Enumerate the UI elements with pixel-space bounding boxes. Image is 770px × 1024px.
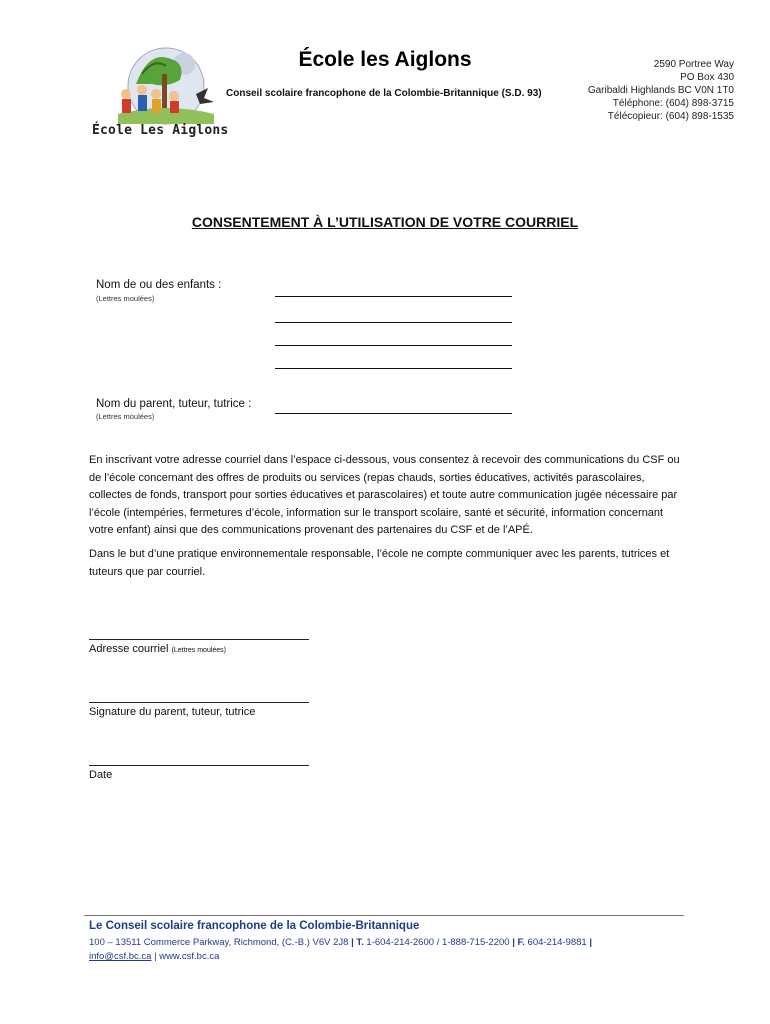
footer-web-line xyxy=(89,951,219,962)
footer-separator: | xyxy=(154,951,157,962)
email-label xyxy=(89,643,226,655)
footer-address: 100 – 13511 Commerce Parkway, Richmond, (C.-B.) V6V 2J8 xyxy=(89,937,349,948)
school-name: École les Aiglons xyxy=(298,48,472,71)
footer-separator: | xyxy=(512,937,515,948)
school-address xyxy=(588,58,734,123)
footer-org-name: Le Conseil scolaire francophone de la Colombie-Britannique xyxy=(89,920,420,932)
signature-line[interactable] xyxy=(89,702,309,703)
children-name-line-1[interactable] xyxy=(275,296,512,297)
footer-phones: 1-604-214-2600 / 1-888-715-2200 xyxy=(366,937,510,948)
document-title: CONSENTEMENT À L’UTILISATION DE VOTRE COURRIEL xyxy=(191,214,579,230)
children-name-line-2[interactable] xyxy=(275,322,512,323)
email-label-text: Adresse courriel xyxy=(89,643,169,655)
date-line[interactable] xyxy=(89,765,309,766)
address-phone: Téléphone: (604) 898-3715 xyxy=(612,98,734,109)
children-name-line-4[interactable] xyxy=(275,368,512,369)
consent-paragraph: En inscrivant votre adresse courriel dans l’espace ci-dessous, vous consentez à recevoir des communications du CSF ou de l’école concernant des offres de produits ou services (repas chauds, sorties éducatives, activités parascolaires, collectes de fonds, transport pour sorties éducatives et parascolaires) et toute autre communication jugée nécessaire par l’école (intempéries, fermetures d’école, information sur le transport scolaire, santé et sécurité, information concernant votre enfant) ainsi que des communications provenant des partenaires du CSF et de l’APÉ. xyxy=(89,454,680,536)
footer-phone-label: T. xyxy=(356,937,364,948)
parent-name-label: Nom du parent, tuteur, tutrice : xyxy=(96,398,252,410)
email-sublabel: (Lettres moulées) xyxy=(171,647,227,654)
logo-caption: École Les Aiglons xyxy=(92,123,229,138)
footer-website-link[interactable]: www.csf.bc.ca xyxy=(159,951,220,962)
footer-separator: | xyxy=(351,937,354,948)
children-name-sublabel: (Lettres moulées) xyxy=(96,294,155,303)
parent-name-line[interactable] xyxy=(275,413,512,414)
footer-fax-label: F. xyxy=(517,937,525,948)
footer-email-link[interactable]: info@csf.bc.ca xyxy=(89,951,152,962)
email-line[interactable] xyxy=(89,639,309,640)
date-label: Date xyxy=(89,769,113,781)
signature-label: Signature du parent, tuteur, tutrice xyxy=(89,706,256,718)
board-name: Conseil scolaire francophone de la Colombie-Britannique (S.D. 93) xyxy=(226,88,542,99)
children-name-line-3[interactable] xyxy=(275,345,512,346)
environment-paragraph: Dans le but d’une pratique environnementale responsable, l’école ne compte communiquer avec les parents, tutrices et tuteurs que par courriel. xyxy=(89,548,670,578)
address-fax: Télécopieur: (604) 898-1535 xyxy=(607,111,734,122)
footer-divider xyxy=(84,915,684,916)
address-line: 2590 Portree Way xyxy=(653,59,734,70)
footer-contact-line xyxy=(89,937,592,948)
address-line: PO Box 430 xyxy=(680,72,734,83)
children-name-label: Nom de ou des enfants : xyxy=(96,279,222,291)
footer-fax: 604-214-9881 xyxy=(527,937,587,948)
parent-name-sublabel: (Lettres moulées) xyxy=(96,412,155,421)
address-line: Garibaldi Highlands BC V0N 1T0 xyxy=(587,85,734,96)
footer-separator: | xyxy=(589,937,593,948)
